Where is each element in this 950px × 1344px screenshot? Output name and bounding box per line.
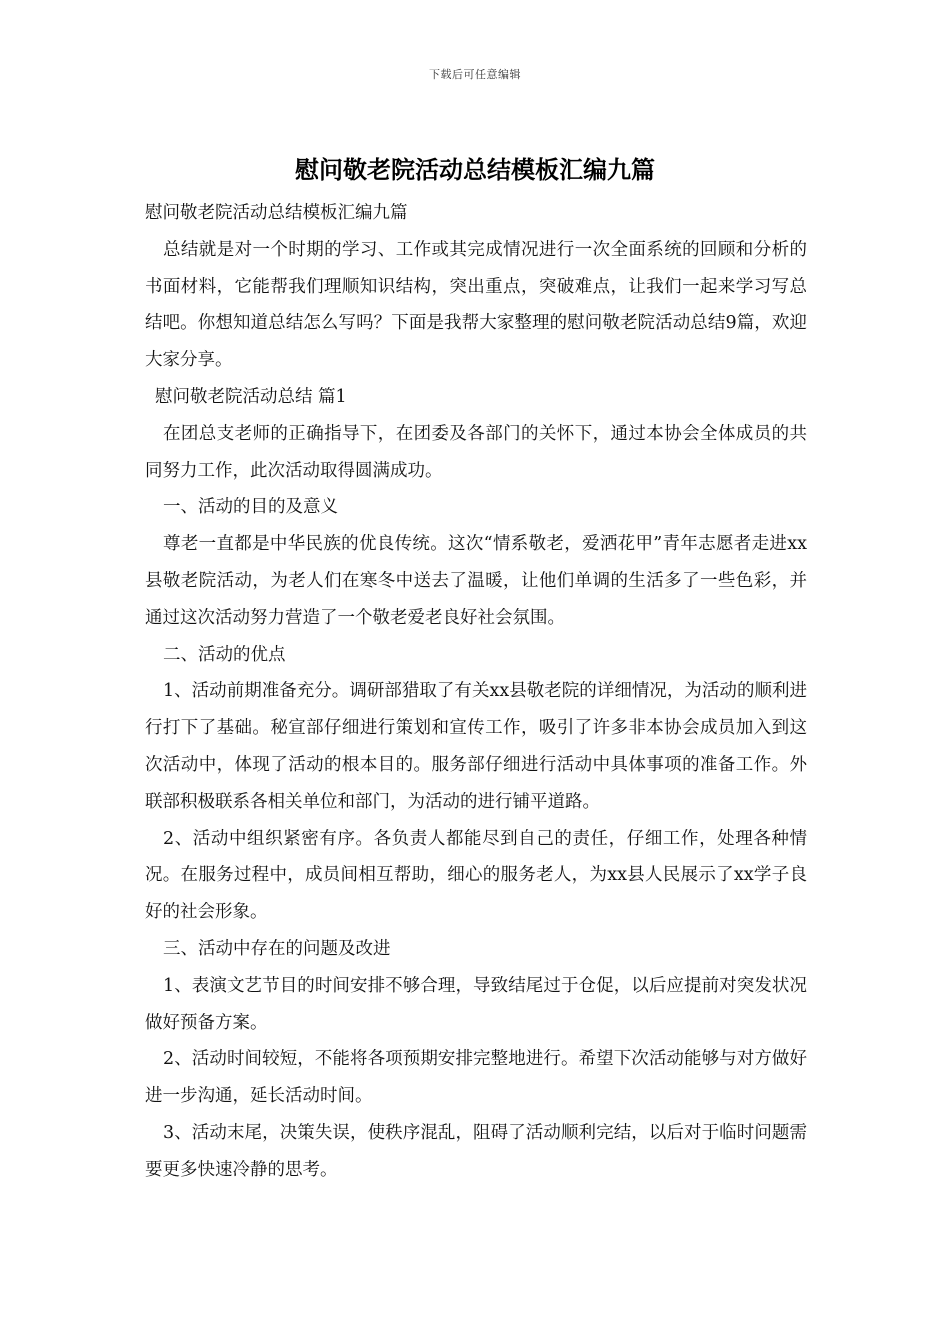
document-title: 慰问敬老院活动总结模板汇编九篇 <box>295 155 655 184</box>
intro-paragraph: 总结就是对一个时期的学习、工作或其完成情况进行一次全面系统的回顾和分析的书面材料，它能帮我们理顺知识结构，突出重点，突破难点，让我们一起来学习写总结吧。你想知道总结怎么写吗？下面是我帮大家整理的慰问敬老院活动总结9篇，欢迎大家分享。 <box>145 239 807 371</box>
body-paragraph: 1、活动前期准备充分。调研部猎取了有关xx县敬老院的详细情况，为活动的顺利进行打下了基础。秘宣部仔细进行策划和宣传工作，吸引了许多非本协会成员加入到这次活动中，体现了活动的根本目的。服务部仔细进行活动中具体事项的准备工作。外联部积极联系各相关单位和部门，为活动的进行铺平道路。 <box>145 681 807 812</box>
section-heading: 三、活动中存在的问题及改进 <box>163 938 391 959</box>
section-heading-part1: 慰问敬老院活动总结 篇1 <box>155 386 347 407</box>
body-paragraph: 1、表演文艺节目的时间安排不够合理，导致结尾过于仓促，以后应提前对突发状况做好预备方案。 <box>145 975 807 1033</box>
document-body <box>145 195 807 1189</box>
body-paragraph: 在团总支老师的正确指导下，在团委及各部门的关怀下，通过本协会全体成员的共同努力工作，此次活动取得圆满成功。 <box>145 423 807 481</box>
body-paragraph: 2、活动时间较短，不能将各项预期安排完整地进行。希望下次活动能够与对方做好进一步沟通，延长活动时间。 <box>145 1049 807 1107</box>
section-heading: 一、活动的目的及意义 <box>163 497 338 518</box>
body-paragraph: 2、活动中组织紧密有序。各负责人都能尽到自己的责任，仔细工作，处理各种情况。在服务过程中，成员间相互帮助，细心的服务老人，为xx县人民展示了xx学子良好的社会形象。 <box>145 828 807 923</box>
section-heading: 二、活动的优点 <box>163 644 286 665</box>
body-paragraph: 尊老一直都是中华民族的优良传统。这次“情系敬老，爱洒花甲”青年志愿者走进xx县敬老院活动，为老人们在寒冬中送去了温暖，让他们单调的生活多了一些色彩，并通过这次活动努力营造了一个敬老爱老良好社会氛围。 <box>145 534 807 628</box>
body-paragraph: 3、活动末尾，决策失误，使秩序混乱，阻碍了活动顺利完结，以后对于临时问题需要更多快速冷静的思考。 <box>145 1122 807 1180</box>
header-note: 下载后可任意编辑 <box>429 68 521 81</box>
subtitle-paragraph: 慰问敬老院活动总结模板汇编九篇 <box>145 203 408 223</box>
